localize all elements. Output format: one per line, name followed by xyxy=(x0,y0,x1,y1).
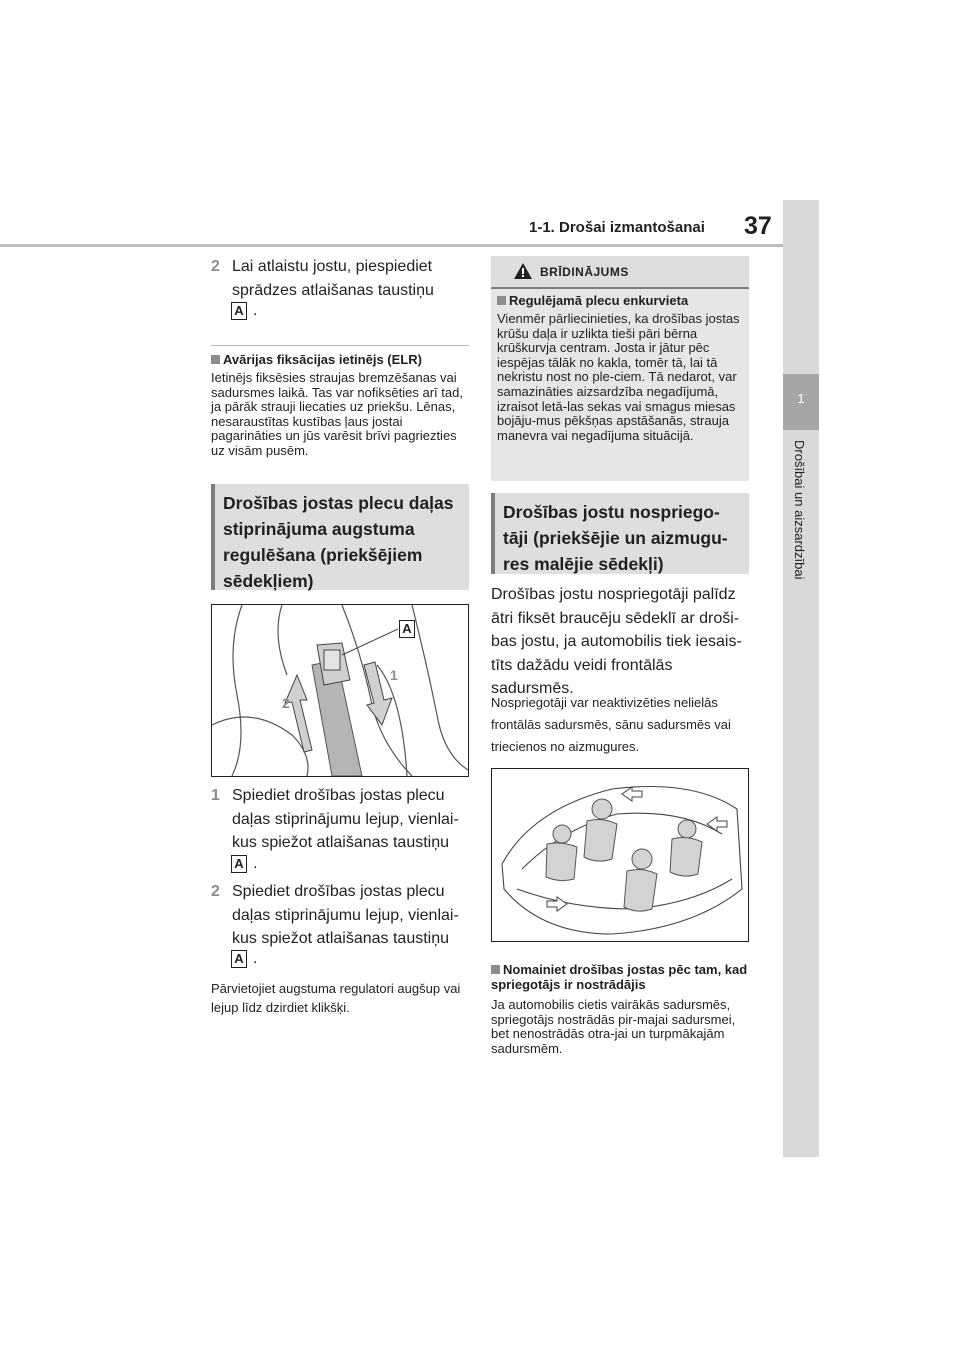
step-text: Spiediet drošības jostas plecu daļas stiprinājumu lejup, vienlai-kus spiežot atlaišanas taustiņu xyxy=(232,787,459,851)
step-2 xyxy=(211,880,471,955)
step-number: 2 xyxy=(211,883,220,900)
figure-label-2: 2 xyxy=(282,695,290,711)
bullet-square-icon xyxy=(491,965,500,974)
step-number: 1 xyxy=(211,787,220,804)
label-a-box: A xyxy=(231,855,247,873)
bullet-square-icon xyxy=(497,296,506,305)
label-a-line xyxy=(231,302,257,320)
warning-heading-text: Regulējamā plecu enkurvieta xyxy=(509,293,689,308)
adjust-footnote: Pārvietojiet augstuma regulatori augšup vai lejup līdz dzirdiet klikšķi. xyxy=(211,981,461,1015)
warning-heading xyxy=(497,293,745,308)
section-heading-pretensioners: Drošības jostu nospriego-tāji (priekšējie un aizmugu-res malējie sēdekļi) xyxy=(491,493,749,574)
label-a-box: A xyxy=(231,302,247,320)
bullet-square-icon xyxy=(211,355,220,364)
after-heading xyxy=(491,962,751,992)
after-heading-text: Nomainiet drošības jostas pēc tam, kad spriegotājs ir nostrādājis xyxy=(491,962,748,992)
step-text: Spiediet drošības jostas plecu daļas stiprinājumu lejup, vienlai-kus spiežot atlaišanas taustiņu xyxy=(232,883,459,947)
pretensioner-note: Nospriegotāji var neaktivizēties nelielās frontālās sadursmēs, sānu sadursmēs vai triecienos no aizmugures. xyxy=(491,695,731,754)
elr-heading xyxy=(211,352,471,367)
chapter-title: Drošībai un aizsardzībai xyxy=(792,440,807,580)
warning-body: Vienmēr pārliecinieties, ka drošības jostas krūšu daļa ir uzlikta tieši pāri bērna krūškurvja centram. Josta ir jātur pēc iespējas tālāk no kakla, tomēr tā, lai tā nekristu nost no ple-ciem. Tā nedarot, var samazināties aizsardzība negadījumā, izraisot letā-las sekas vai smagus miesas bojāju-mus pēkšņas apstāšanās, strauja manevra vai negadījuma situācijā. xyxy=(497,311,740,443)
after-body: Ja automobilis cietis vairākās sadursmēs, spriegotājs nostrādās pir-majai sadursmei, bet nenostrādās otra-jai un turpmākajām sadursmēm. xyxy=(491,997,736,1056)
section-title: 1-1. Drošai izmantošanai xyxy=(529,219,705,236)
header-rule xyxy=(0,244,783,247)
period: . xyxy=(253,855,258,873)
cabin-pretensioner-figure xyxy=(491,768,749,942)
warning-title: BRĪDINĀJUMS xyxy=(540,265,629,279)
cabin-illustration xyxy=(492,769,748,941)
divider xyxy=(211,345,469,346)
label-a-line xyxy=(231,855,257,873)
period: . xyxy=(253,950,258,968)
step-text: Lai atlaistu jostu, piespiediet sprādzes atlaišanas taustiņu xyxy=(232,258,434,299)
pretensioner-intro: Drošības jostu nospriegotāji palīdz ātri fiksēt braucēju sēdeklī ar droši-bas jostu, ja automobilis tiek iesais-tīts dažādu veidi frontālās sadursmēs. xyxy=(491,586,742,697)
section-heading-shoulder-anchor: Drošības jostas plecu daļas stiprinājuma augstuma regulēšana (priekšējiem sēdekļiem) xyxy=(211,484,469,590)
figure-label-1: 1 xyxy=(390,667,398,683)
chapter-number: 1 xyxy=(797,391,805,406)
elr-body: Ietinējs fiksēsies straujas bremzēšanas vai sadursmes laikā. Tas var nofiksēties arī tad, ja pārāk strauji liecaties uz priekšu. Lēnas, nesaraustītas kustības ļaus jostai pagarināties un jūs varēsit brīvi pagriezties uz visām pusēm. xyxy=(211,370,463,458)
period: . xyxy=(253,302,258,320)
label-a-line xyxy=(231,950,257,968)
page-number: 37 xyxy=(744,212,772,240)
shoulder-anchor-figure xyxy=(211,604,469,777)
step-number: 2 xyxy=(211,258,220,275)
label-a-box: A xyxy=(231,950,247,968)
warning-triangle-icon xyxy=(513,262,533,280)
chapter-title-wrap xyxy=(783,440,819,740)
figure-label-a: A xyxy=(399,620,415,638)
step-1 xyxy=(211,784,471,859)
step-2-release xyxy=(211,255,471,335)
shoulder-anchor-illustration xyxy=(212,605,468,776)
elr-heading-text: Avārijas fiksācijas ietinējs (ELR) xyxy=(223,352,422,367)
